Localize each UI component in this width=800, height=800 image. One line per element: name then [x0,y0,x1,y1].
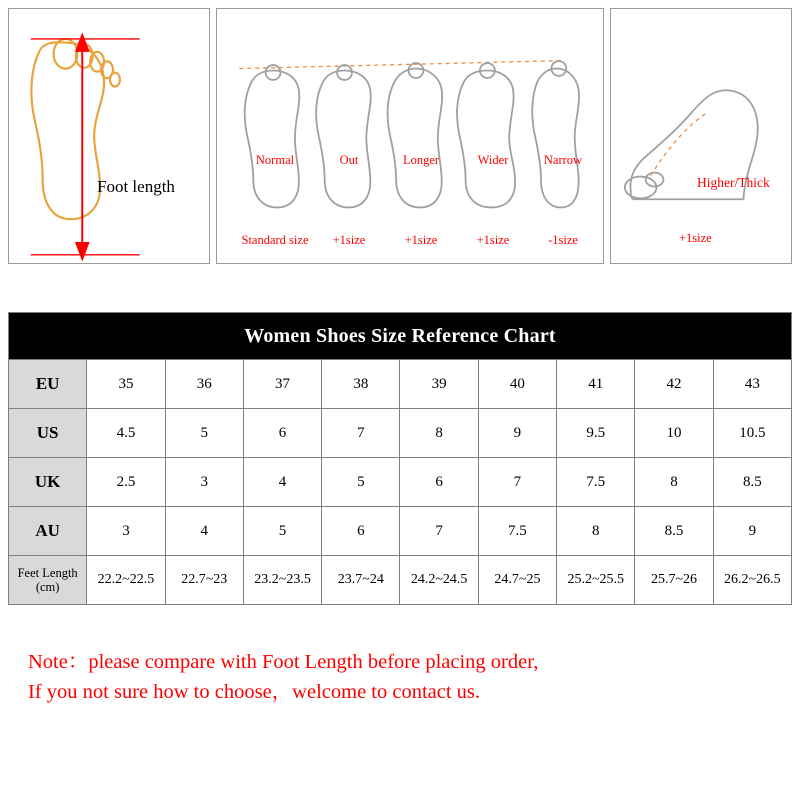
foot-size-rec-narrow: -1size [548,233,578,247]
foot-type-label-out: Out [339,153,359,167]
row-header-au: AU [9,507,87,556]
foot-size-rec-wider: +1size [476,233,510,247]
cell-uk-0: 2.5 [87,458,165,507]
cell-au-7: 8.5 [635,507,713,556]
note-line-2: If you not sure how to choose，welcome to contact us. [28,680,481,703]
table-row-feet-length [9,556,792,605]
cell-eu-1: 36 [165,360,243,409]
cell-us-3: 7 [322,409,400,458]
cell-eu-2: 37 [243,360,321,409]
cell-len-5: 24.7~25 [478,556,556,605]
foot-type-label-normal: Normal [255,153,295,167]
cell-us-7: 10 [635,409,713,458]
cell-us-5: 9 [478,409,556,458]
diagram-area [0,0,800,272]
cell-eu-8: 43 [713,360,791,409]
cell-us-4: 8 [400,409,478,458]
row-header-eu: EU [9,360,87,409]
cell-au-2: 5 [243,507,321,556]
cell-us-1: 5 [165,409,243,458]
cell-au-0: 3 [87,507,165,556]
cell-len-6: 25.2~25.5 [557,556,635,605]
note-text [28,648,778,707]
table-row-us [9,409,792,458]
foot-length-panel [8,8,210,264]
cell-len-3: 23.7~24 [322,556,400,605]
cell-uk-2: 4 [243,458,321,507]
cell-us-0: 4.5 [87,409,165,458]
cell-eu-0: 35 [87,360,165,409]
row-header-us: US [9,409,87,458]
cell-au-4: 7 [400,507,478,556]
row-header-feet-length: Feet Length (cm) [9,556,87,605]
cell-us-2: 6 [243,409,321,458]
table-title-row [9,313,792,360]
foot-profile-icon [611,9,791,263]
cell-eu-6: 41 [557,360,635,409]
foot-type-label-wider: Wider [477,153,509,167]
foot-length-label: Foot length [97,177,175,196]
cell-au-8: 9 [713,507,791,556]
cell-eu-7: 42 [635,360,713,409]
cell-len-2: 23.2~23.5 [243,556,321,605]
size-chart-table-wrap [8,312,792,605]
row-header-uk: UK [9,458,87,507]
foot-size-rec-out: +1size [332,233,366,247]
cell-eu-5: 40 [478,360,556,409]
cell-uk-8: 8.5 [713,458,791,507]
cell-len-0: 22.2~22.5 [87,556,165,605]
cell-len-7: 25.7~26 [635,556,713,605]
cell-uk-3: 5 [322,458,400,507]
cell-uk-6: 7.5 [557,458,635,507]
cell-uk-1: 3 [165,458,243,507]
cell-eu-4: 39 [400,360,478,409]
foot-size-rec-longer: +1size [404,233,438,247]
cell-len-1: 22.7~23 [165,556,243,605]
cell-eu-3: 38 [322,360,400,409]
foot-outline-icon [9,9,209,263]
foot-type-label-narrow: Narrow [543,153,583,167]
foot-shapes-icon [217,9,603,263]
cell-uk-7: 8 [635,458,713,507]
cell-au-3: 6 [322,507,400,556]
table-title: Women Shoes Size Reference Chart [9,313,792,360]
cell-au-5: 7.5 [478,507,556,556]
foot-size-rec-normal: Standard size [241,233,309,247]
table-row-uk [9,458,792,507]
foot-type-label-longer: Longer [402,153,440,167]
cell-uk-4: 6 [400,458,478,507]
table-row-au [9,507,792,556]
cell-au-1: 4 [165,507,243,556]
foot-types-panel [216,8,604,264]
instep-size-rec: +1size [679,231,712,245]
cell-uk-5: 7 [478,458,556,507]
instep-label: Higher/Thick [697,175,770,190]
cell-len-8: 26.2~26.5 [713,556,791,605]
cell-au-6: 8 [557,507,635,556]
instep-height-panel [610,8,792,264]
cell-us-6: 9.5 [557,409,635,458]
table-row-eu [9,360,792,409]
cell-len-4: 24.2~24.5 [400,556,478,605]
note-line-1: Note：please compare with Foot Length before placing order, [28,651,539,673]
cell-us-8: 10.5 [713,409,791,458]
size-chart-table [8,312,792,605]
